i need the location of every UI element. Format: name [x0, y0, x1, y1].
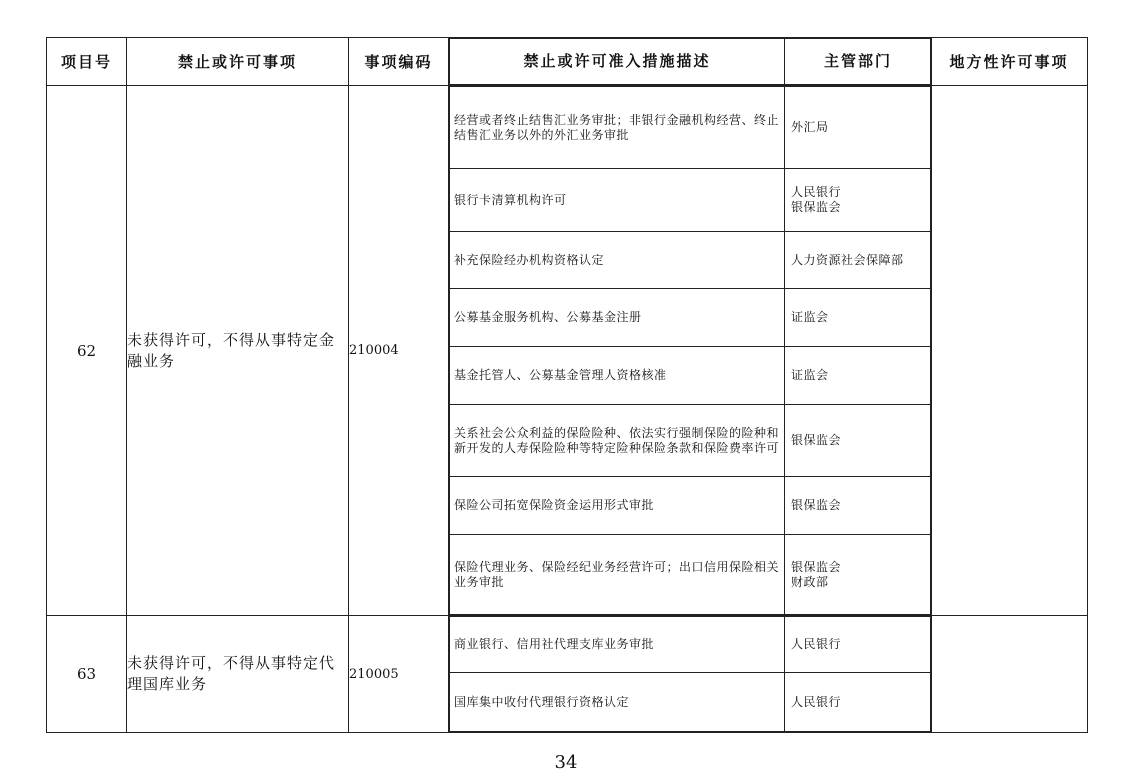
item-number: 62	[47, 86, 127, 616]
measure-department: 证监会	[785, 289, 932, 347]
measure-description: 公募基金服务机构、公募基金注册	[450, 289, 785, 347]
header-description: 禁止或许可准入措施描述	[450, 39, 785, 85]
measure-department: 人民银行	[785, 673, 932, 732]
item-title: 未获得许可，不得从事特定代理国库业务	[127, 616, 349, 733]
table-header-row	[47, 38, 1088, 86]
measure-description: 经营或者终止结售汇业务审批；非银行金融机构经营、终止结售汇业务以外的外汇业务审批	[450, 87, 785, 169]
header-item: 禁止或许可事项	[127, 38, 349, 86]
item-title: 未获得许可，不得从事特定金融业务	[127, 86, 349, 616]
item-code: 210004	[349, 86, 449, 616]
measure-department: 人民银行	[785, 617, 932, 673]
measure-description: 保险代理业务、保险经纪业务经营许可；出口信用保险相关业务审批	[450, 535, 785, 615]
measure-row	[450, 347, 932, 405]
item-code: 210005	[349, 616, 449, 733]
permit-table	[46, 37, 1088, 733]
measure-row	[450, 289, 932, 347]
item-number: 63	[47, 616, 127, 733]
measure-description: 商业银行、信用社代理支库业务审批	[450, 617, 785, 673]
measure-row	[450, 535, 932, 615]
measure-description: 基金托管人、公募基金管理人资格核准	[450, 347, 785, 405]
measure-row	[450, 232, 932, 289]
local-permit-cell	[931, 86, 1088, 616]
measure-department: 证监会	[785, 347, 932, 405]
local-permit-cell	[931, 616, 1088, 733]
measures-cell	[449, 616, 931, 733]
measure-row	[450, 169, 932, 232]
table-row	[47, 86, 1088, 616]
measure-row	[450, 405, 932, 477]
measure-row	[450, 617, 932, 673]
measure-row	[450, 673, 932, 732]
header-department: 主管部门	[785, 39, 932, 85]
measure-department: 人力资源社会保障部	[785, 232, 932, 289]
measure-department: 外汇局	[785, 87, 932, 169]
measure-row	[450, 87, 932, 169]
header-code: 事项编码	[349, 38, 449, 86]
header-local: 地方性许可事项	[931, 38, 1088, 86]
measure-department: 银保监会 财政部	[785, 535, 932, 615]
table-row	[47, 616, 1088, 733]
measures-cell	[449, 86, 931, 616]
measure-description: 银行卡清算机构许可	[450, 169, 785, 232]
header-desc-dept	[449, 38, 931, 86]
header-item-no: 项目号	[47, 38, 127, 86]
page-number: 34	[554, 752, 578, 773]
measure-department: 银保监会	[785, 405, 932, 477]
measure-department: 人民银行 银保监会	[785, 169, 932, 232]
measure-row	[450, 477, 932, 535]
measure-department: 银保监会	[785, 477, 932, 535]
measure-description: 国库集中收付代理银行资格认定	[450, 673, 785, 732]
measure-description: 关系社会公众利益的保险险种、依法实行强制保险的险种和新开发的人寿保险险种等特定险种保险条款和保险费率许可	[450, 405, 785, 477]
measure-description: 保险公司拓宽保险资金运用形式审批	[450, 477, 785, 535]
measure-description: 补充保险经办机构资格认定	[450, 232, 785, 289]
